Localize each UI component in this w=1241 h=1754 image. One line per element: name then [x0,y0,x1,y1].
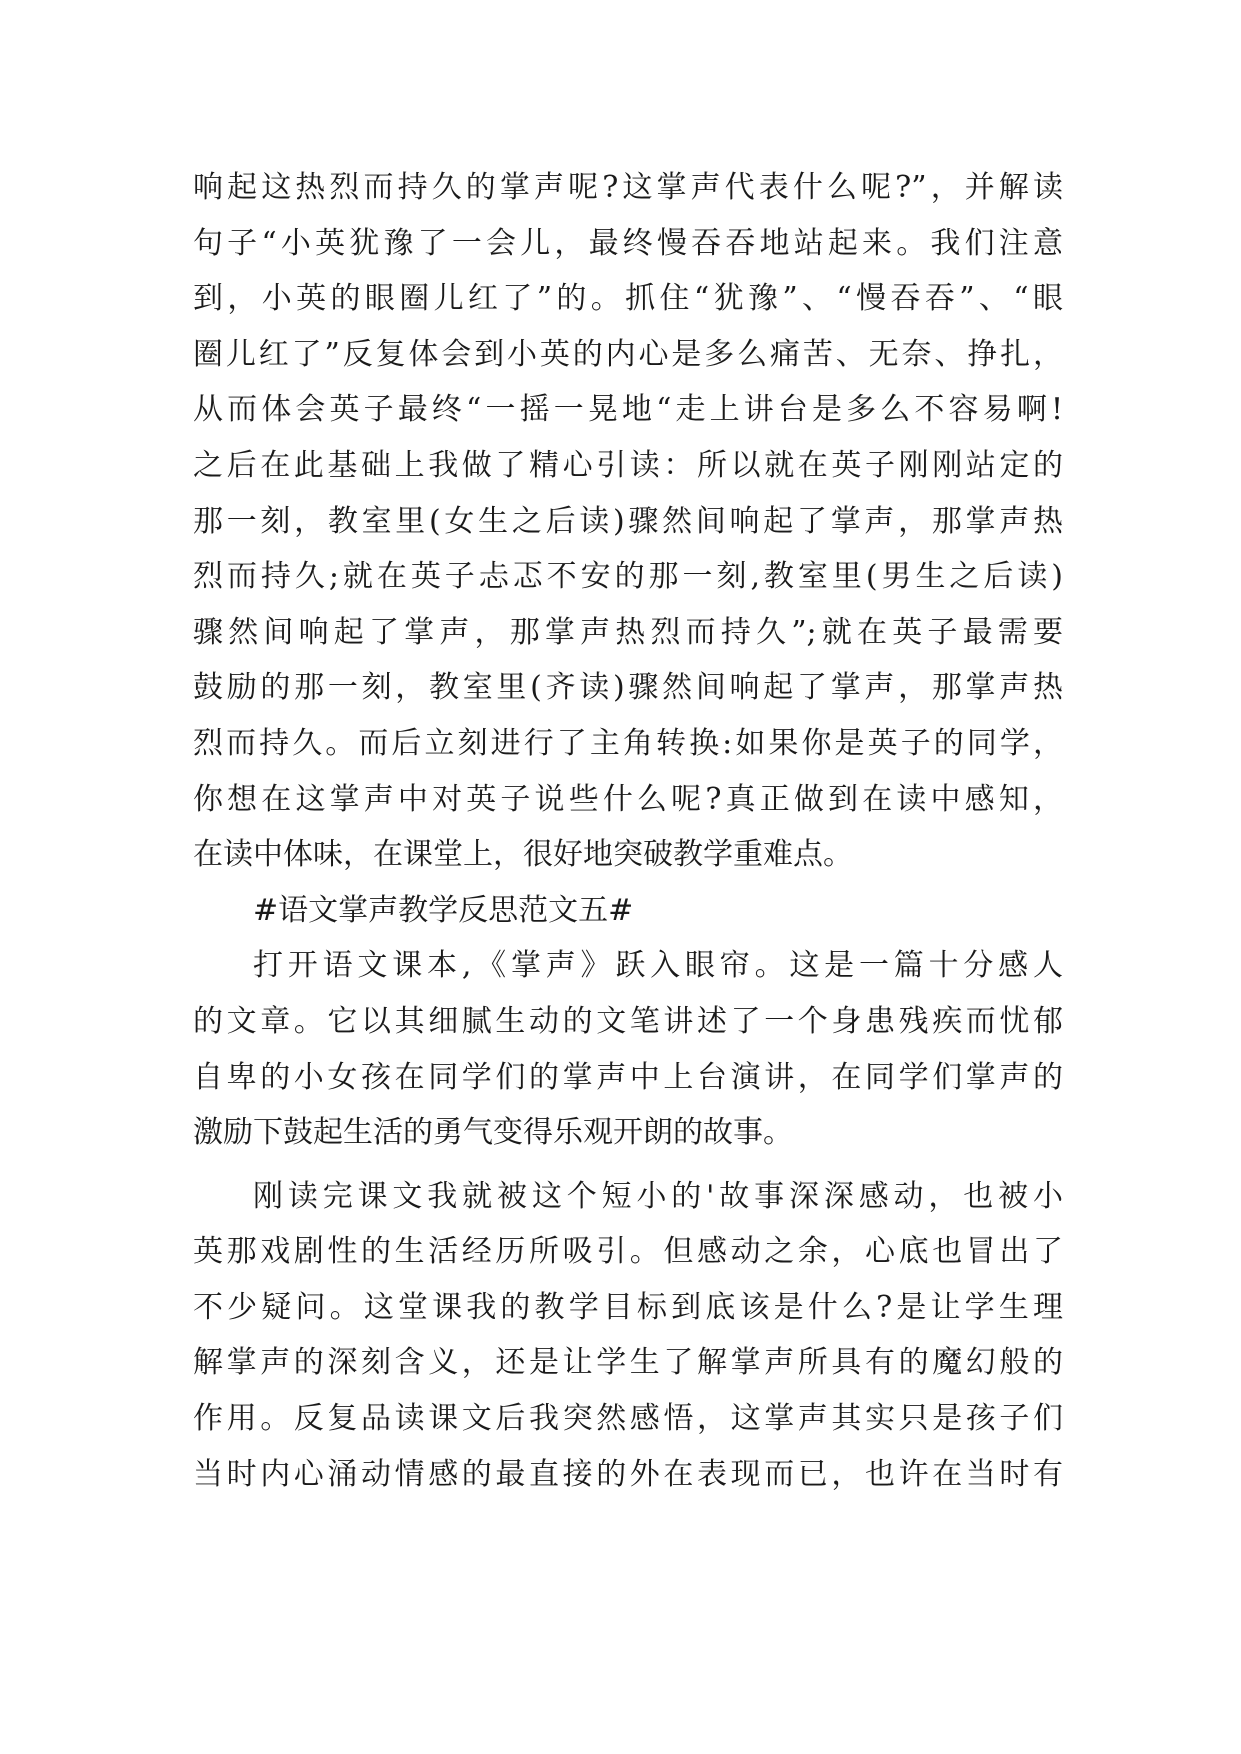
paragraph-1 [193,160,1063,883]
text-line: 从而体会英子最终“一摇一晃地“走上讲台是多么不容易啊! [193,392,1063,428]
text-line: 英那戏剧性的生活经历所吸引。但感动之余，心底也冒出了 [193,1234,1063,1270]
text-line: 之后在此基础上我做了精心引读：所以就在英子刚刚站定的 [193,447,1063,483]
text-line: 激励下鼓起生活的勇气变得乐观开朗的故事。 [193,1115,793,1151]
paragraph-2 [193,938,1063,1160]
text-line: 你想在这掌声中对英子说些什么呢?真正做到在读中感知， [193,781,1063,817]
text-line: 自卑的小女孩在同学们的掌声中上台演讲，在同学们掌声的 [193,1059,1063,1095]
paragraph-gap [193,1161,1063,1169]
text-line: 烈而持久;就在英子忐忑不安的那一刻,教室里(男生之后读) [193,559,1063,595]
text-line: 响起这热烈而持久的掌声呢?这掌声代表什么呢?”，并解读 [193,170,1063,205]
text-line: 打开语文课本,《掌声》跃入眼帘。这是一篇十分感人 [253,948,1063,984]
text-line: 骤然间响起了掌声，那掌声热烈而持久”;就在英子最需要 [193,614,1063,650]
text-line: 的文章。它以其细腻生动的文笔讲述了一个身患残疾而忧郁 [193,1003,1063,1039]
text-line: 作用。反复品读课文后我突然感悟，这掌声其实只是孩子们 [193,1401,1063,1437]
text-line: 当时内心涌动情感的最直接的外在表现而已，也许在当时有 [193,1456,1063,1492]
text-line: 那一刻，教室里(女生之后读)骤然间响起了掌声，那掌声热 [193,503,1063,539]
text-line: 句子“小英犹豫了一会儿，最终慢吞吞地站起来。我们注意 [193,225,1063,261]
body-text [193,160,1063,1502]
text-line: 鼓励的那一刻，教室里(齐读)骤然间响起了掌声，那掌声热 [193,670,1063,706]
text-line: 解掌声的深刻含义，还是让学生了解掌声所具有的魔幻般的 [193,1345,1063,1381]
text-line: 不少疑问。这堂课我的教学目标到底该是什么?是让学生理 [193,1289,1063,1325]
text-line: 刚读完课文我就被这个短小的'故事深深感动，也被小 [253,1178,1063,1214]
text-line: 圈儿红了”反复体会到小英的内心是多么痛苦、无奈、挣扎， [193,336,1063,372]
paragraph-3 [193,1169,1063,1503]
section-heading: #语文掌声教学反思范文五# [253,892,634,928]
text-line: 烈而持久。而后立刻进行了主角转换:如果你是英子的同学， [193,725,1063,761]
text-line: 在读中体味，在课堂上，很好地突破教学重难点。 [193,837,853,873]
text-line: 到，小英的眼圈儿红了”的。抓住“犹豫”、“慢吞吞”、“眼 [193,281,1063,317]
